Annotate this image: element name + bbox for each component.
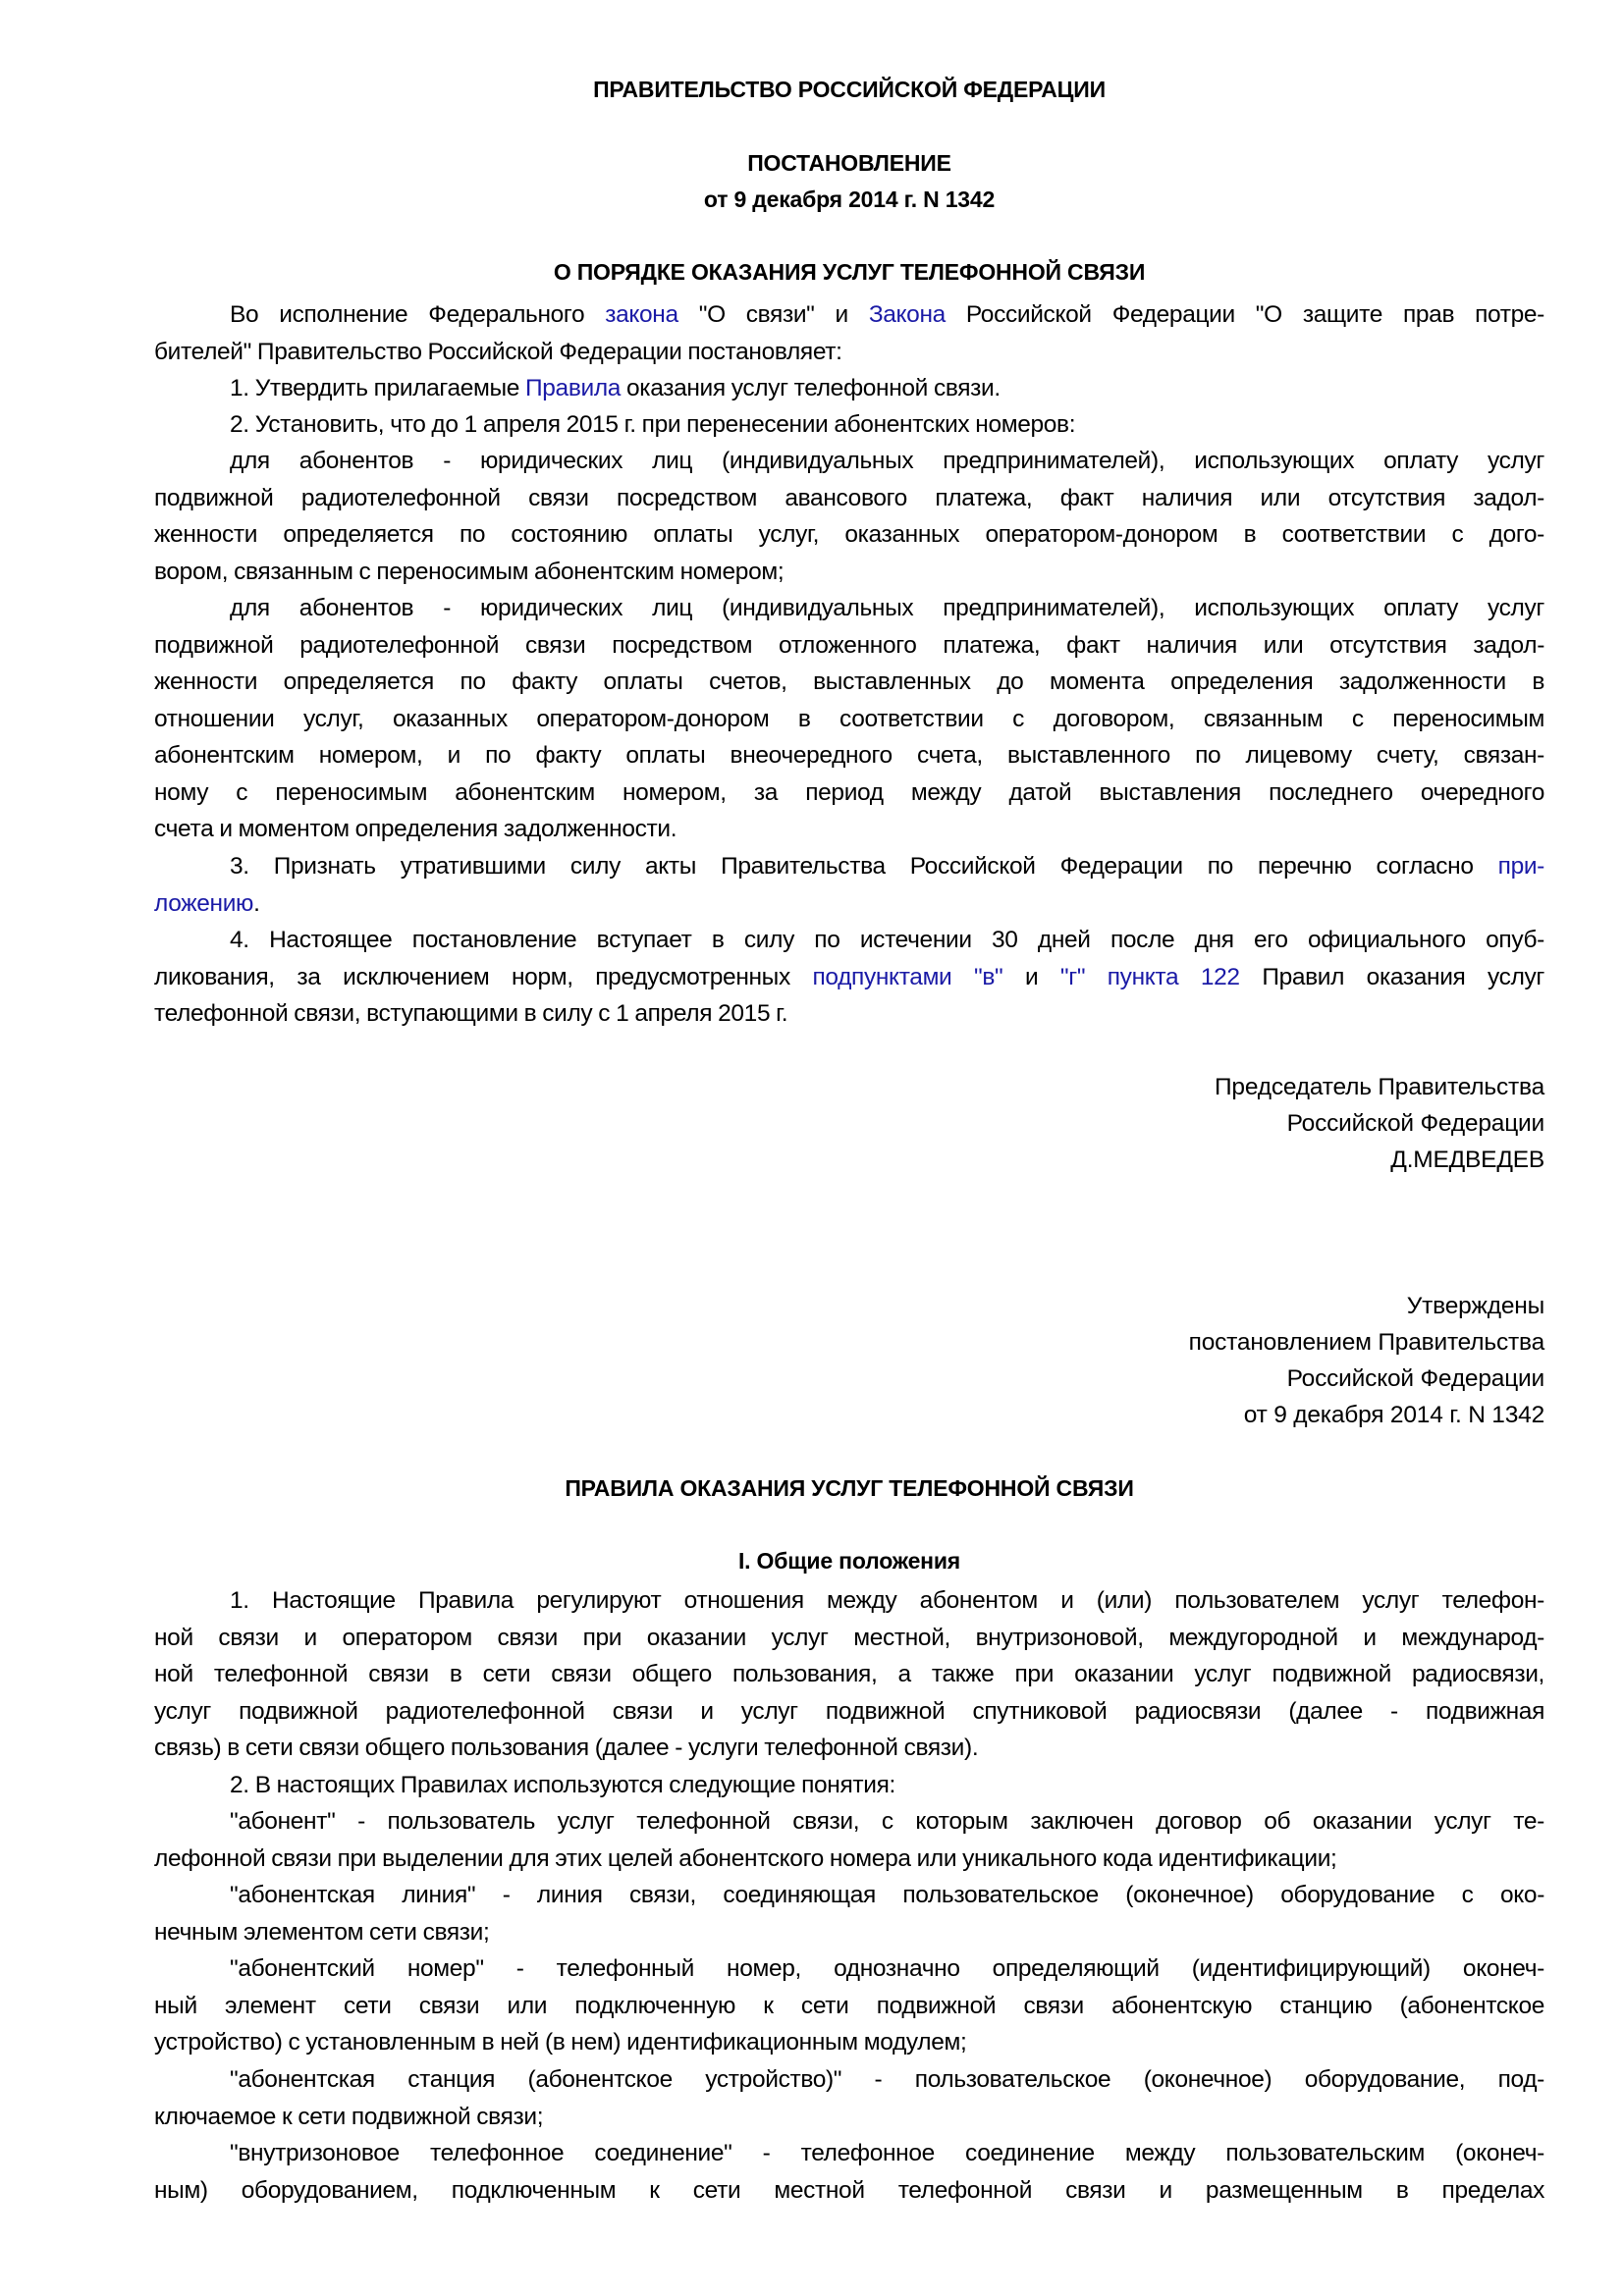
rule-1-paragraph <box>154 1582 1544 1767</box>
approval-line: Российской Федерации <box>1286 1365 1544 1392</box>
signatory-name: Д.МЕДВЕДЕВ <box>1390 1147 1544 1173</box>
item-3-paragraph <box>154 848 1544 922</box>
preamble-line-1: Во исполнение Федерального закона "О связи" и Закона Российской Федерации "О защите прав потре- <box>230 301 1544 328</box>
text-line: вором, связанным с переносимым абонентским номером; <box>154 558 785 585</box>
item-3-line-2: ложению. <box>154 889 260 917</box>
item-2-subparagraph-deferred-payment <box>154 590 1544 848</box>
text-line: ным) оборудованием, подключенным к сети местной телефонной связи и размещенным в пределах <box>154 2176 1544 2204</box>
item-4-line-1: 4. Настоящее постановление вступает в силу по истечении 30 дней после дня его официального опуб- <box>230 927 1544 953</box>
item-2-paragraph <box>154 406 1544 444</box>
text-line: подвижной радиотелефонной связи посредством авансового платежа, факт наличия или отсутствия задол- <box>154 484 1544 511</box>
link-appendix-continued[interactable]: ложению <box>154 889 254 917</box>
item-2-subparagraph-advance-payment <box>154 443 1544 590</box>
approval-block <box>857 1288 1544 1433</box>
definition-subscriber <box>154 1803 1544 1877</box>
text-line: для абонентов - юридических лиц (индивидуальных предпринимателей), использующих оплату услуг <box>230 595 1544 621</box>
link-appendix[interactable]: при- <box>1497 853 1544 880</box>
text-line: абонентским номером, и по факту оплаты внеочередного счета, выставленного по лицевому счету, связан- <box>154 742 1544 769</box>
link-rules[interactable]: Правила <box>525 375 622 401</box>
item-1-line: 1. Утвердить прилагаемые Правила оказания услуг телефонной связи. <box>230 375 1001 401</box>
text-line: связь) в сети связи общего пользования (далее - услуги телефонной связи). <box>154 1735 979 1761</box>
text-line: лефонной связи при выделении для этих целей абонентского номера или уникального кода идентификации; <box>154 1844 1337 1872</box>
signatory-position-country: Российской Федерации <box>1286 1110 1544 1137</box>
item-4-line-3: телефонной связи, вступающими в силу с 1 апреля 2015 г. <box>154 1000 788 1027</box>
text-line: 2. В настоящих Правилах используются следующие понятия: <box>230 1772 895 1798</box>
text-line: счета и моментом определения задолженности. <box>154 816 677 842</box>
link-law-on-consumer-rights[interactable]: Закона <box>868 301 946 328</box>
link-subparagraph-v[interactable]: подпунктами "в" <box>812 963 1003 990</box>
act-title: О ПОРЯДКЕ ОКАЗАНИЯ УСЛУГ ТЕЛЕФОННОЙ СВЯЗИ <box>553 259 1146 285</box>
preamble-line-2: бителей" Правительство Российской Федерации постановляет: <box>154 338 842 365</box>
text-line: услуг подвижной радиотелефонной связи и услуг подвижной спутниковой радиосвязи (далее - подвижная <box>154 1697 1544 1725</box>
definition-subscriber-number <box>154 1950 1544 2061</box>
item-3-line-1: 3. Признать утратившими силу акты Правительства Российской Федерации по перечню согласно при- <box>230 853 1544 880</box>
text-line: "абонентская станция (абонентское устройство)" - пользовательское (оконечное) оборудование, под- <box>230 2066 1544 2093</box>
signatory-position: Председатель Правительства <box>1215 1074 1544 1100</box>
act-type: ПОСТАНОВЛЕНИЕ <box>747 150 951 176</box>
definition-subscriber-line <box>154 1877 1544 1950</box>
act-date-number: от 9 декабря 2014 г. N 1342 <box>703 187 996 212</box>
text-line: "абонентский номер" - телефонный номер, однозначно определяющий (идентифицирующий) оконеч- <box>230 1955 1544 1982</box>
issuing-authority: ПРАВИТЕЛЬСТВО РОССИЙСКОЙ ФЕДЕРАЦИИ <box>593 77 1106 102</box>
preamble-paragraph <box>154 296 1544 370</box>
text-line: женности определяется по состоянию оплаты услуг, оказанных оператором-донором в соответствии с дого- <box>154 521 1544 548</box>
text-line: "абонент" - пользователь услуг телефонной связи, с которым заключен договор об оказании услуг те- <box>230 1808 1544 1835</box>
signature-block <box>857 1069 1544 1178</box>
text-line: отношении услуг, оказанных оператором-донором в соответствии с договором, связанным с переносимым <box>154 705 1544 732</box>
approval-line: постановлением Правительства <box>1188 1329 1544 1356</box>
text-line: устройство) с установленным в ней (в нем) идентификационным модулем; <box>154 2029 967 2056</box>
text-line: "внутризоновое телефонное соединение" - телефонное соединение между пользовательским (оконеч- <box>230 2140 1544 2166</box>
text-line: ключаемое к сети подвижной связи; <box>154 2103 544 2130</box>
text-line: ной телефонной связи в сети связи общего пользования, а также при оказании услуг подвижной радиосвязи, <box>154 1661 1544 1687</box>
text-line: для абонентов - юридических лиц (индивидуальных предпринимателей), использующих оплату услуг <box>230 448 1544 474</box>
definition-subscriber-station <box>154 2061 1544 2135</box>
rules-title: ПРАВИЛА ОКАЗАНИЯ УСЛУГ ТЕЛЕФОННОЙ СВЯЗИ <box>565 1475 1134 1501</box>
approval-line: от 9 декабря 2014 г. N 1342 <box>1243 1402 1544 1428</box>
item-4-line-2: ликования, за исключением норм, предусмотренных подпунктами "в" и "г" пункта 122 Правил оказания услуг <box>154 963 1544 990</box>
text-line: ный элемент сети связи или подключенную к сети подвижной связи абонентскую станцию (абонентское <box>154 1992 1544 2019</box>
text-line: ной связи и оператором связи при оказании услуг местной, внутризоновой, междугородной и международ- <box>154 1624 1544 1651</box>
rule-2-intro <box>154 1767 1544 1804</box>
text-line: "абонентская линия" - линия связи, соединяющая пользовательское (оконечное) оборудование с око- <box>230 1882 1544 1908</box>
item-1-paragraph <box>154 370 1544 407</box>
section-1-title: I. Общие положения <box>737 1548 961 1574</box>
item-2-line: 2. Установить, что до 1 апреля 2015 г. при перенесении абонентских номеров: <box>230 411 1076 438</box>
item-4-paragraph <box>154 922 1544 1033</box>
text-line: женности определяется по факту оплаты счетов, выставленных до момента определения задолженности в <box>154 668 1544 695</box>
text-line: ному с переносимым абонентским номером, за период между датой выставления последнего очередного <box>154 778 1544 806</box>
text-line: нечным элементом сети связи; <box>154 1918 490 1946</box>
definition-intrazone-connection <box>154 2135 1544 2209</box>
text-line: подвижной радиотелефонной связи посредством отложенного платежа, факт наличия или отсутствия задол- <box>154 631 1544 659</box>
text-line: 1. Настоящие Правила регулируют отношения между абонентом и (или) пользователем услуг телефон- <box>230 1587 1544 1614</box>
link-subparagraph-g-item-122[interactable]: "г" пункта 122 <box>1059 963 1240 990</box>
approval-line: Утверждены <box>1406 1293 1544 1319</box>
link-federal-law-on-communications[interactable]: закона <box>605 301 678 328</box>
